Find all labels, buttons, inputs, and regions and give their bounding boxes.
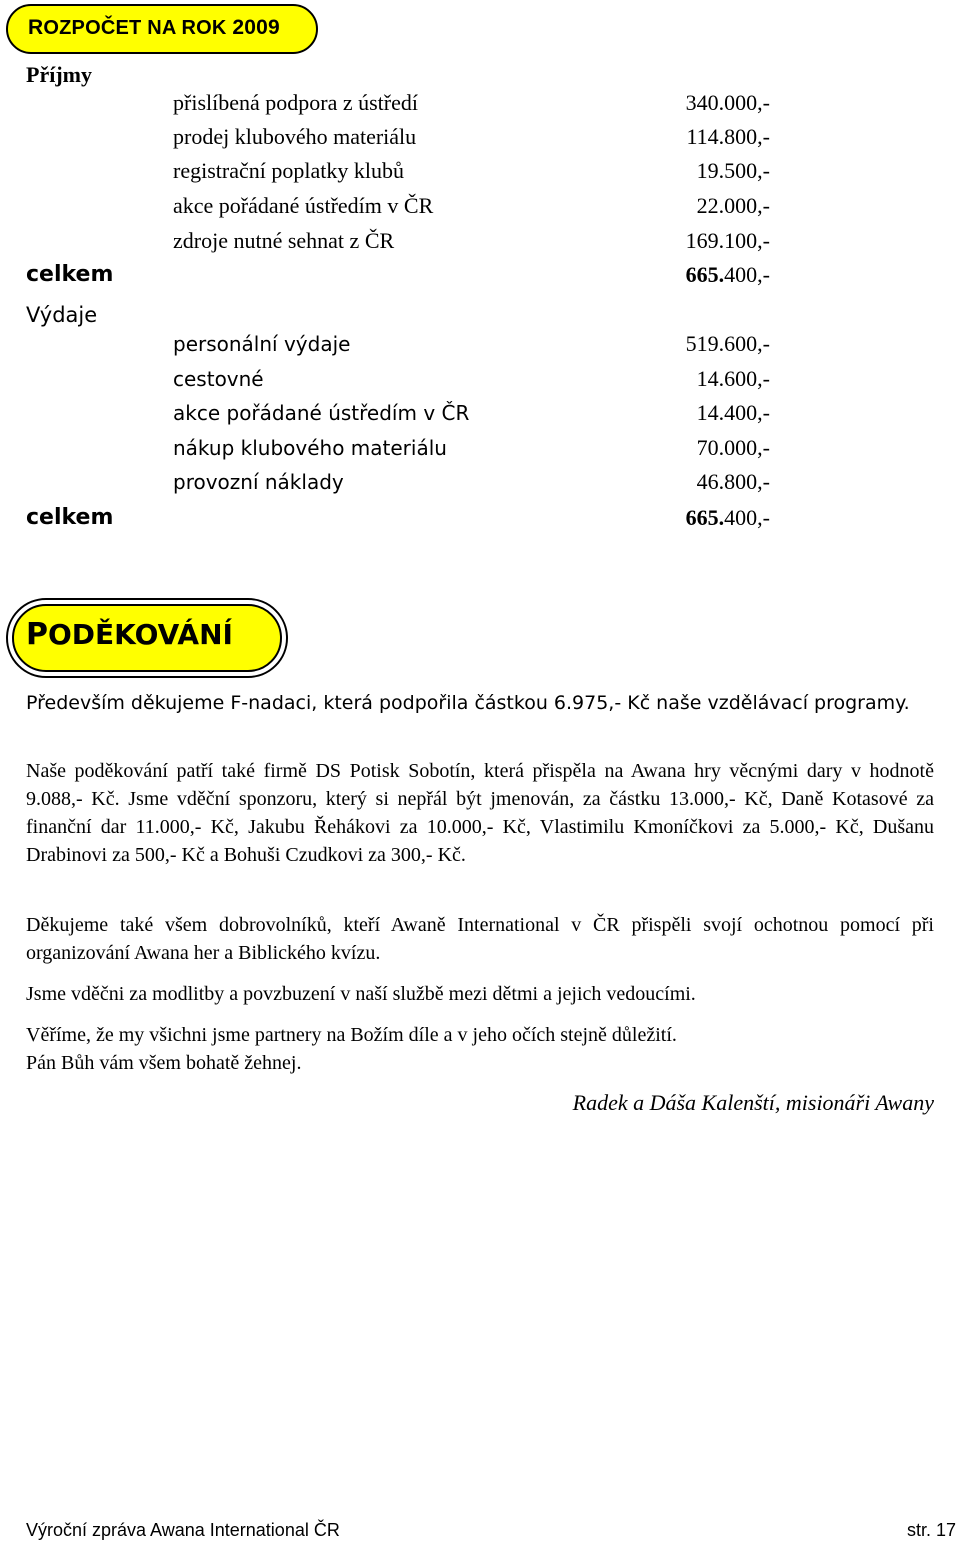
expenses-total-label: celkem bbox=[26, 505, 114, 530]
income-item-label: prodej klubového materiálu bbox=[173, 124, 417, 149]
income-total-value bbox=[686, 262, 770, 288]
expense-item-value: 70.000,- bbox=[696, 435, 770, 460]
thanks-banner-title bbox=[26, 617, 233, 652]
thanks-title-first-letter: P bbox=[26, 617, 48, 652]
income-item-label: přislíbená podpora z ústředí bbox=[173, 90, 418, 115]
income-item-value: 19.500,- bbox=[696, 158, 770, 183]
expenses-total-value bbox=[686, 505, 770, 531]
income-item-label: zdroje nutné sehnat z ČR bbox=[173, 228, 395, 253]
income-item-value: 22.000,- bbox=[696, 193, 770, 218]
budget-title-year: 2009 bbox=[232, 16, 280, 39]
income-item-value: 114.800,- bbox=[686, 124, 770, 149]
expense-item-value: 519.600,- bbox=[685, 331, 770, 356]
thanks-paragraph-5b: Pán Bůh vám všem bohatě žehnej. bbox=[26, 1052, 302, 1074]
expense-item-value: 14.400,- bbox=[696, 400, 770, 425]
budget-banner-title bbox=[28, 16, 280, 40]
expenses-heading: Výdaje bbox=[26, 303, 98, 327]
budget-title-first-letter: R bbox=[28, 16, 44, 39]
expense-item-label: provozní náklady bbox=[173, 470, 344, 494]
expense-item-label: personální výdaje bbox=[173, 332, 351, 356]
income-item-value: 169.100,- bbox=[685, 228, 770, 253]
footer-title: Výroční zpráva Awana International ČR bbox=[26, 1520, 340, 1540]
income-item-value: 340.000,- bbox=[685, 90, 770, 115]
thanks-paragraph-1: Především děkujeme F-nadaci, která podpořila částkou 6.975,- Kč naše vzdělávací programy. bbox=[26, 692, 910, 714]
expense-item-label: cestovné bbox=[173, 367, 264, 391]
income-total-value-bold: 665. bbox=[685, 262, 725, 287]
expense-item-label: akce pořádané ústředím v ČR bbox=[173, 401, 470, 425]
income-heading: Příjmy bbox=[26, 62, 92, 87]
expense-item-value: 46.800,- bbox=[696, 469, 770, 494]
expenses-total-value-rest: 400,- bbox=[724, 505, 770, 530]
expense-item-label: nákup klubového materiálu bbox=[173, 436, 447, 460]
thanks-paragraph-5a: Věříme, že my všichni jsme partnery na Božím díle a v jeho očích stejně důležití. bbox=[26, 1024, 677, 1046]
expense-item-value: 14.600,- bbox=[696, 366, 770, 391]
income-total-label: celkem bbox=[26, 262, 114, 287]
expenses-total-value-bold: 665. bbox=[685, 505, 725, 530]
income-item-label: akce pořádané ústředím v ČR bbox=[173, 193, 434, 218]
thanks-title-rest: ODĚKOVÁNÍ bbox=[48, 618, 233, 651]
signature: Radek a Dáša Kalenští, misionáři Awany bbox=[572, 1090, 934, 1115]
income-item-label: registrační poplatky klubů bbox=[173, 158, 404, 183]
thanks-paragraph-4: Jsme vděčni za modlitby a povzbuzení v naší službě mezi dětmi a jejich vedoucími. bbox=[26, 983, 696, 1005]
thanks-paragraph-3: Děkujeme také všem dobrovolníků, kteří Awaně International v ČR přispěli svojí ochotnou pomocí při organizování Awana her a Biblického kvízu. bbox=[26, 914, 934, 964]
footer-page-number: str. 17 bbox=[906, 1520, 956, 1540]
income-total-value-rest: 400,- bbox=[724, 262, 770, 287]
thanks-paragraph-2: Naše poděkování patří také firmě DS Potisk Sobotín, která přispěla na Awana hry věcnými dary v hodnotě 9.088,- Kč. Jsme vděční sponzoru, který si nepřál být jmenován, za částku 13.000,- Kč, Daně Kotasové za finanční dar 11.000,- Kč, Jakubu Řehákovi za 10.000,- Kč, Vlastimilu Kmoníčkovi za 5.000,- Kč, Dušanu Drabinovi za 500,- Kč a Bohuši Czudkovi za 300,- Kč. bbox=[26, 760, 934, 866]
budget-title-rest: OZPOČET NA ROK bbox=[43, 17, 233, 39]
